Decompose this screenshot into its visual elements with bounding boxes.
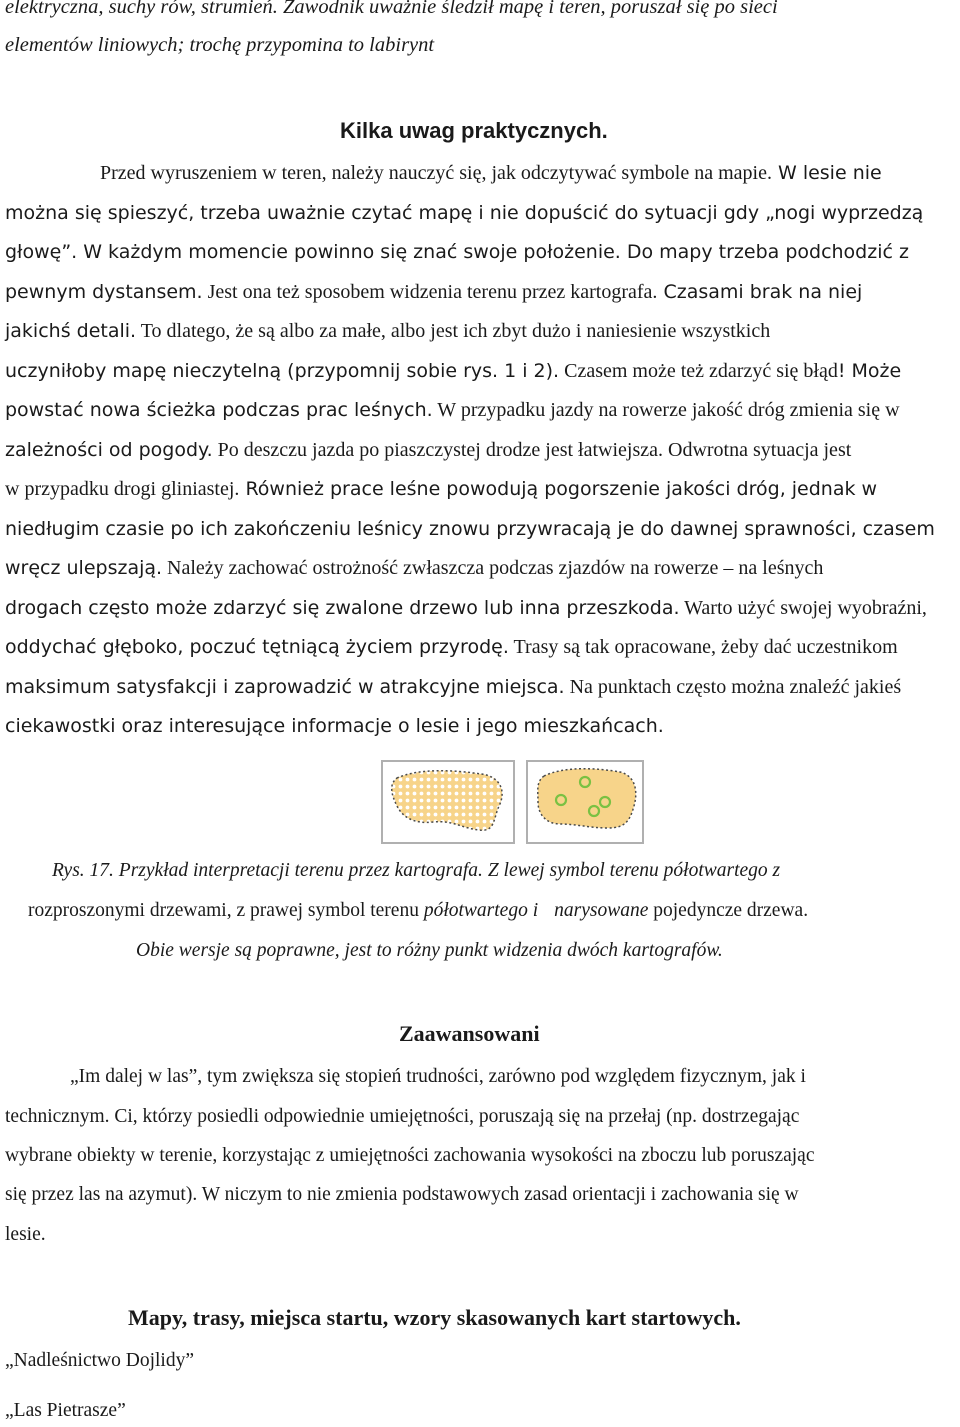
figure-caption-line-1 (52, 860, 780, 882)
paragraph-line (5, 676, 901, 699)
paragraph-line: „Im dalej w las”, tym zwiększa się stopień trudności, zarówno pod względem fizycznym, jak i (70, 1066, 806, 1087)
text-run: wręcz ulepszają. (5, 557, 163, 579)
text-run: pojedyncze drzewa. (648, 900, 809, 921)
text-run: Również prace leśne powodują pogorszenie jakości dróg, jednak w (239, 478, 878, 500)
text-run: oddychać głęboko, poczuć tętniącą życiem przyrodę. (5, 636, 509, 658)
text-run: To dlatego, że są albo za małe, albo jest ich zbyt dużo i naniesienie wszystkich (136, 320, 771, 342)
text-run: W przypadku jazdy na rowerze jakość dróg zmienia się w (432, 399, 900, 421)
section-heading-maps: Mapy, trasy, miejsca startu, wzory skasowanych kart startowych. (128, 1305, 741, 1330)
paragraph-line: ciekawostki oraz interesujące informacje o lesie i jego mieszkańcach. (5, 715, 664, 737)
section-heading-practical: Kilka uwag praktycznych. (340, 118, 608, 143)
text-run: Przed wyruszeniem w teren, należy nauczyć się, jak odczytywać symbole na mapie. (100, 162, 772, 184)
text-run: Czasem może też zdarzyć się błąd (559, 360, 838, 382)
intro-line-1: elektryczna, suchy rów, strumień. Zawodnik uważnie śledził mapę i teren, poruszał się po sieci (5, 0, 778, 18)
text-run: Warto użyć swojej wyobraźni, (679, 597, 927, 619)
text-run: W lesie nie (771, 162, 882, 184)
text-run: powstać nowa ścieżka podczas prac leśnych. (5, 399, 433, 421)
paragraph-line (5, 557, 823, 580)
text-run: w przypadku drogi gliniastej. (5, 478, 240, 500)
text-run: drogach często może zdarzyć się zwalone drzewo lub inna przeszkoda. (5, 597, 680, 619)
text-run: uczyniłoby mapę nieczytelną (przypomnij sobie rys. 1 i 2). (5, 360, 560, 382)
list-item: „Nadleśnictwo Dojlidy” (5, 1350, 194, 1371)
figure-caption-line-3: Obie wersje są poprawne, jest to różny punkt widzenia dwóch kartografów. (136, 940, 723, 961)
paragraph-line (5, 478, 877, 501)
text-run: jakichś detali. (5, 320, 137, 342)
figure-right-frame (526, 760, 644, 844)
text-run: pewnym dystansem. (5, 281, 203, 303)
paragraph-line: się przez las na azymut). W niczym to nie zmienia podstawowych zasad orientacji i zachowania się w (5, 1184, 799, 1205)
text-run: Należy zachować ostrożność zwłaszcza podczas zjazdów na rowerze – na leśnych (162, 557, 824, 579)
paragraph-line (5, 439, 851, 462)
paragraph-line: można się spieszyć, trzeba uważnie czytać mapę i nie dopuścić do sytuacji gdy „nogi wyprzedzą (5, 202, 924, 224)
paragraph-line (5, 320, 770, 343)
text-run: ! Może (837, 360, 902, 382)
text-run: narysowane (554, 900, 649, 921)
intro-line-2: elementów liniowych; trochę przypomina to labirynt (5, 34, 435, 56)
paragraph-line (5, 597, 927, 620)
paragraph-line: wybrane obiekty w terenie, korzystając z umiejętności zachowania wysokości na zboczu lub poruszając (5, 1145, 815, 1166)
paragraph-line (5, 399, 900, 422)
text-run: półotwartego i (423, 900, 539, 921)
text-run: maksimum satysfakcji i zaprowadzić w atrakcyjne miejsca. (5, 676, 565, 698)
text-run: Czasami brak na niej (657, 281, 863, 303)
figure-caption-line-2 (28, 900, 808, 922)
text-run: Jest ona też sposobem widzenia terenu przez kartografa. (202, 281, 658, 303)
section-heading-advanced: Zaawansowani (399, 1021, 540, 1046)
text-run: Z lewej symbol terenu półotwartego z (482, 860, 781, 881)
text-run: Trasy są tak opracowane, żeby dać uczestnikom (508, 636, 898, 658)
figure-left-frame (381, 760, 515, 844)
semi-open-dotted-symbol (383, 762, 513, 842)
paragraph-line (5, 636, 898, 659)
text-run: Rys. 17. Przykład interpretacji terenu przez kartografa. (52, 860, 483, 881)
paragraph-line (5, 360, 901, 383)
semi-open-with-trees-symbol (528, 762, 642, 842)
paragraph-line (100, 162, 882, 185)
paragraph-line: niedługim czasie po ich zakończeniu leśnicy znowu przywracają je do dawnej sprawności, czasem (5, 518, 935, 540)
paragraph-line (5, 281, 862, 304)
list-item: „Las Pietrasze” (5, 1400, 126, 1421)
paragraph-line: technicznym. Ci, którzy posiedli odpowiednie umiejętności, poruszają się na przełaj (np. dostrzegając (5, 1106, 800, 1127)
text-run: Po deszczu jazda po piaszczystej drodze jest łatwiejsza. Odwrotna sytuacja jest (212, 439, 852, 461)
text-run: Na punktach często można znaleźć jakieś (564, 676, 902, 698)
paragraph-line: głowę”. W każdym momencie powinno się znać swoje położenie. Do mapy trzeba podchodzić z (5, 241, 909, 263)
text-run: rozproszonymi drzewami, z prawej symbol terenu (28, 900, 424, 921)
text-run: zależności od pogody. (5, 439, 213, 461)
paragraph-line: lesie. (5, 1224, 46, 1245)
